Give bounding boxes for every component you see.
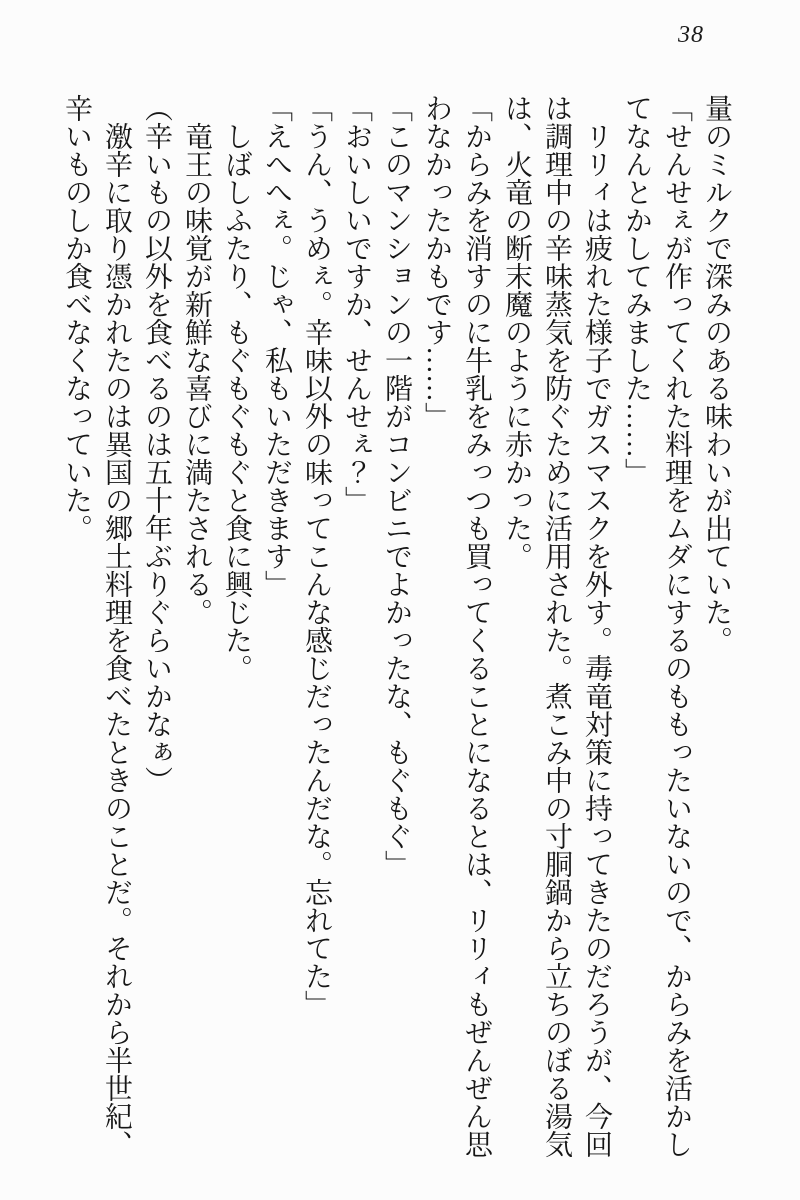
text-line-5: は調理中の辛味蒸気を防ぐために活用された。煮こみ中の寸胴鍋から立ちのぼる湯気 xyxy=(541,94,572,1158)
text-line-4: リリィは疲れた様子でガスマスクを外す。毒竜対策に持ってきたのだろうが、今回 xyxy=(581,94,612,1158)
text-line-16: 激辛に取り憑かれたのは異国の郷土料理を食べたときのことだ。それから半世紀、 xyxy=(101,94,132,1158)
text-line-15: （辛いもの以外を食べるのは五十年ぶりぐらいかなぁ） xyxy=(141,94,172,794)
body-text xyxy=(56,94,736,1166)
text-line-2: 「せんせぇが作ってくれた料理をムダにするのももったいないので、からみを活かし xyxy=(661,94,692,1158)
text-line-10: 「おいしいですか、せんせぇ？」 xyxy=(341,94,372,514)
text-line-17: 辛いものしか食べなくなっていた。 xyxy=(61,94,92,542)
text-line-11: 「うん、うめぇ。辛味以外の味ってこんな感じだったんだな。忘れてた」 xyxy=(301,94,332,1018)
text-line-3: てなんとかしてみました……」 xyxy=(621,94,652,486)
text-line-1: 量のミルクで深みのある味わいが出ていた。 xyxy=(701,94,732,654)
text-line-8: わなかったかもです……」 xyxy=(421,94,452,430)
text-line-14: 竜王の味覚が新鮮な喜びに満たされる。 xyxy=(181,94,212,626)
text-line-13: しばしふたり、もぐもぐもぐと食に興じた。 xyxy=(221,94,252,682)
text-line-9: 「このマンションの一階がコンビニでよかったな、もぐもぐ」 xyxy=(381,94,412,878)
text-line-6: は、火竜の断末魔のように赤かった。 xyxy=(501,94,532,570)
page-number: 38 xyxy=(678,22,704,48)
text-line-7: 「からみを消すのに牛乳をみっつも買ってくることになるとは、リリィもぜんぜん思 xyxy=(461,94,492,1158)
text-line-12: 「えへへぇ。じゃ、私もいただきます」 xyxy=(261,94,292,598)
